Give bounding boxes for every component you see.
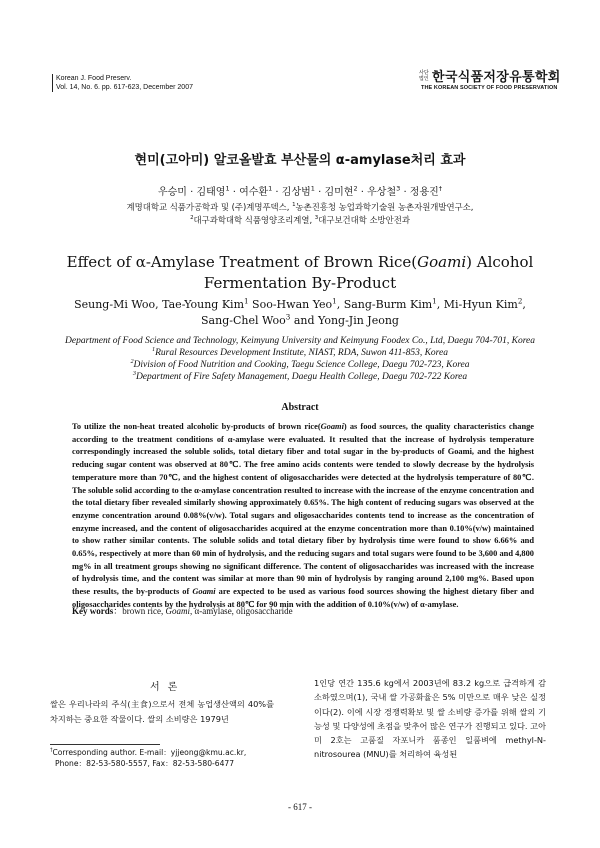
society-name-kr: 한국식품저장유통학회 (432, 70, 561, 85)
affiliation-text: Department of Food Science and Technology, Keimyung University and Keimyung Foodex Co., Ltd, Daegu 704-701, Korea (65, 336, 535, 346)
affiliation-mark: 1 (432, 296, 437, 306)
affiliation-text: 대구보건대학 소방안전과 (318, 215, 410, 225)
affiliation-mark: 2 (130, 358, 134, 365)
keywords-text: ：brown rice, (113, 606, 166, 616)
keywords-italic: Goami (165, 606, 190, 616)
author-name: Soo-Hwan Yeo (248, 298, 333, 311)
affiliation-mark: 3 (285, 312, 291, 322)
affiliation-text: Division of Food Nutrition and Cooking, Taegu Science College, Daegu 702-723, Korea (133, 360, 470, 370)
affiliation-mark: 3 (132, 370, 136, 377)
society-logo (419, 66, 579, 94)
author-name: , (522, 298, 526, 311)
abstract-text: To utilize the non-heat treated alcoholic by-products of brown rice( (72, 422, 321, 431)
corresponding-footnote (50, 748, 280, 769)
author-name: Sang-Chel Woo (201, 314, 286, 327)
affiliation-mark: 1 (152, 346, 156, 353)
title-text: Effect of α-Amylase Treatment of Brown Rice( (66, 253, 418, 271)
footnote-phone: Phone：82-53-580-5557, Fax：82-53-580-6477 (55, 758, 235, 768)
author-name: Seung-Mi Woo, Tae-Young Kim (74, 298, 245, 311)
abstract-text: are expected to be used as various food sources showing the highest dietary fiber and oligosaccharides contents by the hydrolysis at 80℃ for 90 min with the addition of 0.10%(v/w) of α-amylase. (72, 587, 534, 609)
keywords-text: , α-amylase, oligosaccharide (189, 606, 293, 616)
body-right-column: 1인당 연간 135.6 kg에서 2003년에 83.2 kg으로 급격하게 감소하였으며(1), 국내 쌀 가공화율은 5% 미만으로 매우 낮은 실정이다(2). 이에 시장 경쟁력확보 및 쌀 소비량 증가를 위해 쌀의 기능성 및 다양성에 초점을 맞추어 많은 연구가 진행되고 있다. 고아미 2호는 고품질 자포니카 품종인 일품벼에 methyl-N-nitrosourea (MNU)를 처리하여 육성된 (314, 678, 546, 760)
keywords (72, 604, 534, 617)
abstract-body (72, 421, 534, 612)
english-title (0, 252, 600, 294)
abstract-italic: Goami (192, 587, 216, 597)
english-authors (0, 297, 600, 329)
footnote-email: Corresponding author. E-mail：yjjeong@kmu.ac.kr, (52, 748, 247, 757)
korean-affiliation-line2 (0, 214, 600, 226)
journal-name: Korean J. Food Preserv. (56, 75, 132, 82)
author-name: 우승미 · 김태영 (157, 187, 226, 198)
author-name: , Mi-Hyun Kim (436, 298, 518, 311)
korean-title: 현미(고아미) 알코올발효 부산물의 α-amylase처리 효과 (134, 153, 466, 168)
society-small-mark: 사단법인 (419, 69, 429, 82)
affiliation-mark: 1 (332, 296, 337, 306)
author-name: · 정용진 (400, 187, 439, 198)
affiliation-mark: 2 (190, 215, 194, 222)
abstract-text: ) as food sources, the quality characteristics change according to the treatment conditions of α-amylase were evaluated. It resulted that the increase of hydrolysis temperature correspondingly increased the soluble solids, total dietary fiber and total sugar in the by-products of Goami, and the highest reducing sugar content was observed at 80℃. The free amino acids contents were tended to slowly decrease by the hydrolysis temperature more than 70℃, and the highest content of oligosaccharides were detected at the hydrolysis temperature of 80℃. The soluble solid according to the α-amylase concentration resulted to increase with the increase of the enzyme concentration and the total dietary fiber revealed similarly showing approximately 0.65%. The high content of reducing sugars was observed at the enzyme concentration around 0.08%(v/w). Total sugars and oligosaccharides contents tend to increase as the concentration of enzyme increased, and the content of oligosaccharides acquired at the enzyme concentration more than 0.10%(v/w) maintained to show rather similar contents. The soluble solids and total dietary fiber by hydrolysis time were found to show 6.66% and 0.65%, respectively at more than 60 min of hydrolysis, and the reducing sugars and total sugars were found to be 3,600 and 4,800 mg% in all treatment groups showing no significant difference. The content of oligosaccharides was increased with the increase of hydrolysis time, and the content was similar at more than 90 min of hydrolysis by ranging around 2,100 mg%. Based upon these results, the by-products of (72, 422, 535, 597)
affiliation-mark: 1 (292, 202, 296, 209)
title-text-line2: Fermentation By-Product (203, 274, 397, 292)
affiliation-mark: 1 (225, 184, 230, 193)
body-left-column: 쌀은 우리나라의 주식(主食)으로서 전체 농업생산액의 40%를 차지하는 중요한 작물이다. 쌀의 소비량은 1979년 (50, 699, 274, 724)
abstract-italic: Goami (320, 422, 344, 431)
affiliation-text: 계명대학교 식품가공학과 및 (주)계명푸덱스, (126, 202, 293, 212)
affiliation-mark: 2 (353, 184, 358, 193)
korean-affiliation-line1 (0, 201, 600, 213)
author-name: · 여수환 (229, 187, 269, 198)
author-name: · 우상철 (357, 187, 397, 198)
affiliation-mark: 1 (310, 184, 315, 193)
journal-citation (52, 74, 193, 92)
keywords-label: Key words (72, 606, 114, 616)
affiliation-mark: 1 (268, 184, 273, 193)
journal-volume: Vol. 14, No. 6. pp. 617-623, December 2007 (56, 84, 193, 91)
affiliation-mark: 3 (396, 184, 401, 193)
abstract-heading: Abstract (281, 402, 319, 413)
author-name: · 김상범 (272, 187, 311, 198)
corresponding-mark: † (50, 747, 53, 754)
author-name: and Yong-Jin Jeong (290, 314, 399, 327)
affiliation-text: Rural Resources Development Institute, NIAST, RDA, Suwon 411-853, Korea (155, 348, 448, 358)
affiliation-text: 대구과학대학 식품영양조리계열, (193, 215, 315, 225)
affiliation-text: Department of Fire Safety Management, Daegu Health College, Daegu 702-722 Korea (135, 372, 468, 382)
footnote-divider (50, 744, 160, 745)
author-name: · 김미현 (314, 187, 354, 198)
affiliation-mark: 3 (314, 215, 319, 222)
title-text: ) Alcohol (466, 253, 534, 271)
korean-authors (0, 183, 600, 198)
section-heading-introduction: 서론 (150, 682, 186, 693)
affiliation-text: 농촌진흥청 농업과학기술원 농촌자원개발연구소, (295, 202, 474, 212)
affiliation-mark: 1 (244, 296, 249, 306)
page-number: - 617 - (288, 802, 312, 812)
english-affiliations (0, 335, 600, 383)
title-italic: Goami (417, 253, 467, 271)
corresponding-mark: † (438, 184, 443, 193)
author-name: , Sang-Burm Kim (336, 298, 433, 311)
affiliation-mark: 2 (517, 296, 523, 306)
society-name-en: THE KOREAN SOCIETY OF FOOD PRESERVATION (421, 85, 558, 91)
